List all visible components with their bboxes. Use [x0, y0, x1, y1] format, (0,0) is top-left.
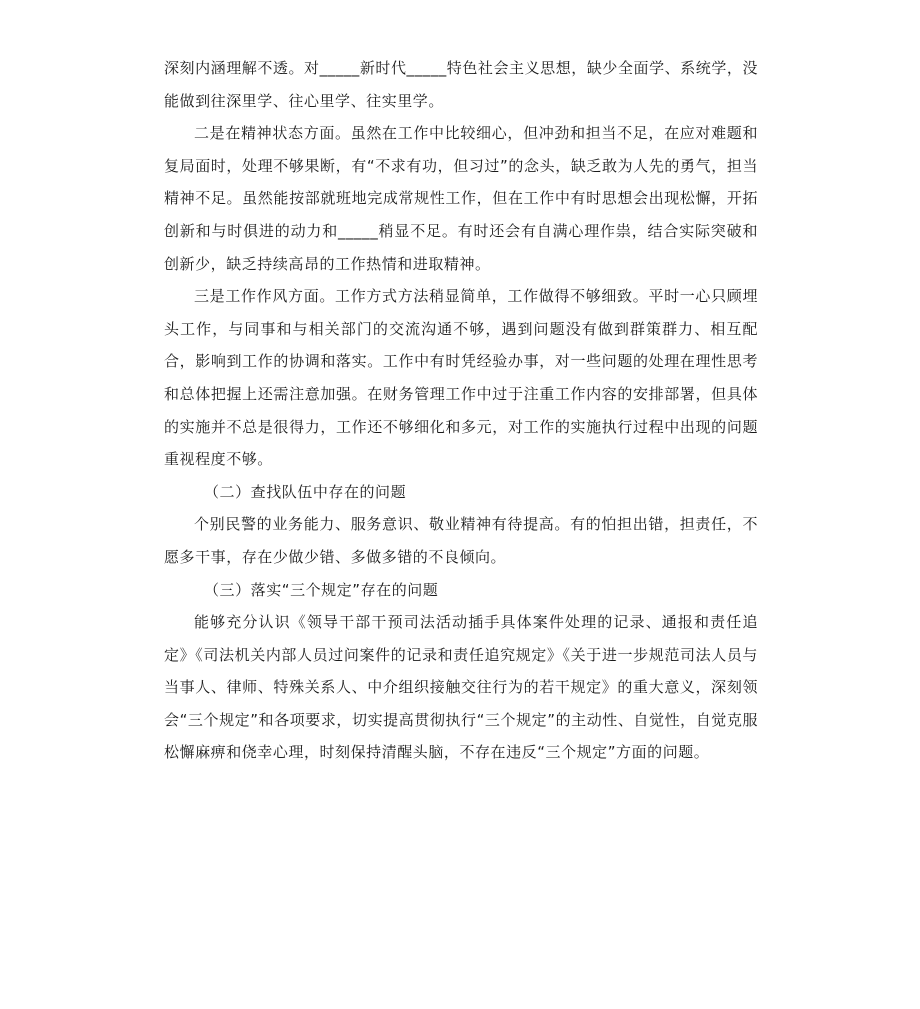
heading-team-issues: （二）查找队伍中存在的问题 — [204, 482, 407, 501]
paragraph-three-rules: 能够充分认识《领导干部干预司法活动插手具体案件处理的记录、通报和责任追定》《司法机关内部人员过问案件的记录和责任追究规定》《关于进一步规范司法人员与当事人、律师、特殊关系人、中介组织接触交往行为的若干规定》的重大意义，深刻领会“三个规定”和各项要求，切实提高贯彻执行“三个规定”的主动性、自觉性，自觉克服松懈麻痹和侥幸心理，时刻保持清醒头脑，不存在违反“三个规定”方面的问题。 — [164, 613, 758, 762]
heading-three-rules: （三）落实“三个规定”存在的问题 — [204, 580, 439, 599]
paragraph-study-gap: 深刻内涵理解不透。对_____新时代_____特色社会主义思想，缺少全面学、系统学，没能做到往深里学、往心里学、往实里学。 — [164, 59, 758, 110]
paragraph-team-issues: 个别民警的业务能力、服务意识、敬业精神有待提高。有的怕担出错，担责任，不愿多干事，存在少做少错、多做多错的不良倾向。 — [164, 515, 758, 566]
document-page — [164, 52, 758, 769]
paragraph-work-style: 三是工作作风方面。工作方式方法稍显简单，工作做得不够细致。平时一心只顾埋头工作，与同事和与相关部门的交流沟通不够，遇到问题没有做到群策群力、相互配合，影响到工作的协调和落实。工作中有时凭经验办事，对一些问题的处理在理性思考和总体把握上还需注意加强。在财务管理工作中过于注重工作内容的安排部署，但具体的实施并不总是很得力，工作还不够细化和多元，对工作的实施执行过程中出现的问题重视程度不够。 — [164, 287, 758, 469]
paragraph-mental-state: 二是在精神状态方面。虽然在工作中比较细心，但冲劲和担当不足，在应对难题和复局面时，处理不够果断，有“不求有功，但习过”的念头，缺乏敢为人先的勇气，担当精神不足。虽然能按部就班地完成常规性工作，但在工作中有时思想会出现松懈，开拓创新和与时俱进的动力和_____稍显不足。有时还会有自满心理作祟，结合实际突破和创新少，缺乏持续高昂的工作热情和进取精神。 — [164, 124, 758, 273]
